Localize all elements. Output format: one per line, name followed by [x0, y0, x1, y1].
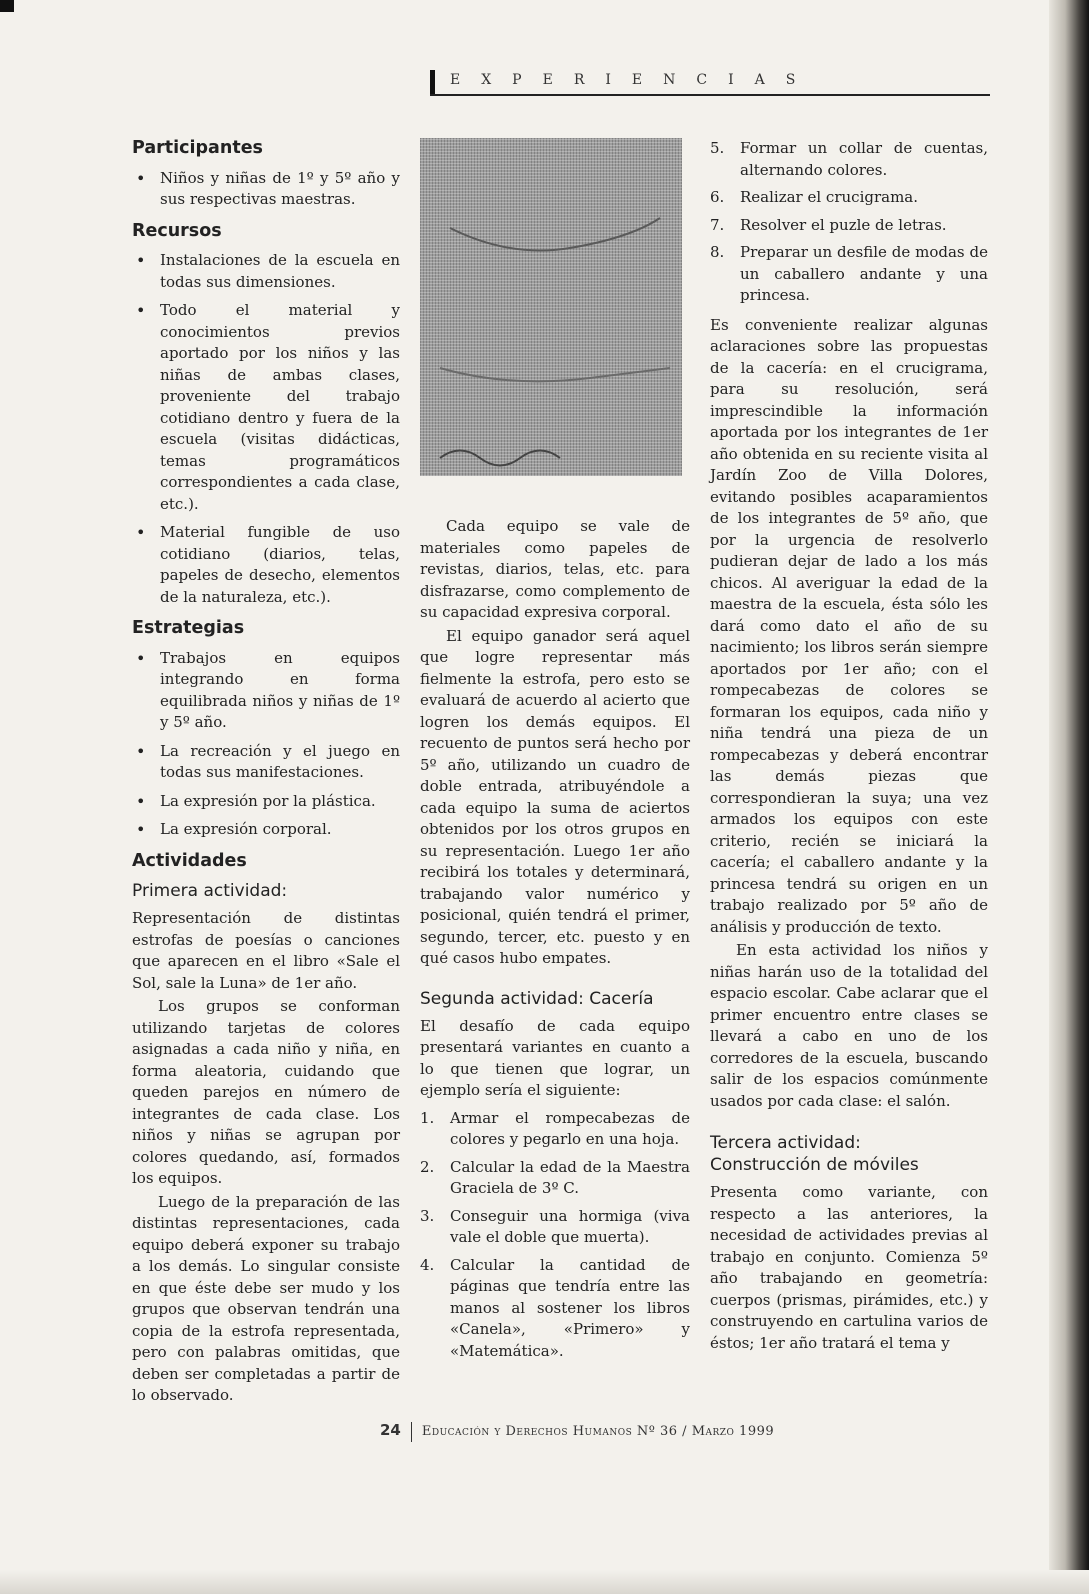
page-number: 24 [380, 1421, 401, 1439]
list-item: 7. Resolver el puzle de letras. [710, 215, 947, 234]
paragraph: El desafío de cada equipo presentará variantes en cuanto a lo que tienen que lograr, un ejemplo sería el siguiente: [420, 1016, 690, 1099]
paragraph: El equipo ganador será aquel que logre representar más fielmente la estrofa, pero esto se evaluará de acuerdo al acierto que logren los demás equipos. El recuento de puntos será hecho por 5º año, utilizando un cuadro de doble entrada, atribuyéndole a cada equipo la suma de aciertos obtenidos por los otros grupos en su representación. Luego 1er año recibirá los totales y determinará, trabajando valor numérico y posicional, quién tendrá el primer, segundo, tercer, etc. puesto y en qué casos hubo empates. [420, 626, 690, 967]
list-item: • Instalaciones de la escuela en todas sus dimensiones. [132, 250, 400, 293]
list-estrategias [132, 648, 400, 841]
column-1 [132, 138, 400, 1409]
paragraph: Los grupos se conforman utilizando tarjetas de colores asignadas a cada niño y niña, en forma aleatoria, cuidando que queden parejos en número de integrantes de cada clase. Los niños y niñas se agrupan por colores quedando, así, formados los equipos. [132, 997, 400, 1187]
paragraph: Luego de la preparación de las distintas representaciones, cada equipo deberá exponer su trabajo a los demás. Lo singular consiste en que éste debe ser mudo y los grupos que observan tendrán una copia de la estrofa representada, pero con palabras omitidas, que deben ser completadas a partir de lo observado. [132, 1192, 400, 1404]
column-2 [420, 138, 690, 1370]
list-item: 1. Armar el rompecabezas de colores y pegarlo en una hoja. [420, 1108, 690, 1148]
photo-illustration [420, 138, 682, 476]
list-item: 4. Calcular la cantidad de páginas que tendría entre las manos al sostener los libros «Canela», «Primero» y «Matemática». [420, 1255, 690, 1360]
list-item: • Todo el material y conocimientos previos aportado por los niños y las niñas de ambas clases, proveniente del trabajo cotidiano dentro y fuera de la escuela (visitas didácticas, temas programáticos correspondientes a cada clase, etc.). [132, 300, 400, 515]
paragraph: Presenta como variante, con respecto a las anteriores, la necesidad de actividades previas al trabajo en conjunto. Comienza 5º año trabajando en geometría: cuerpos (prismas, pirámides, etc.) y construyendo en cartulina varios de éstos; 1er año tratará el tema y [710, 1183, 988, 1352]
heading-participantes: Participantes [132, 138, 263, 158]
scan-mark [0, 0, 14, 12]
paragraph: Cada equipo se vale de materiales como papeles de revistas, diarios, telas, etc. para disfrazarse, como complemento de su capacidad expresiva corporal. [420, 517, 690, 621]
heading-recursos: Recursos [132, 220, 222, 241]
list-cazeria-5-8 [710, 138, 988, 307]
list-recursos [132, 250, 400, 608]
list-item: 2. Calcular la edad de la Maestra Graciela de 3º C. [420, 1157, 690, 1197]
subheading-primera-actividad: Primera actividad: [132, 881, 288, 901]
header-rule [430, 94, 990, 96]
list-item: • Trabajos en equipos integrando en forma equilibrada niños y niñas de 1º y 5º año. [132, 648, 400, 734]
list-item: 8. Preparar un desfile de modas de un caballero andante y una princesa. [710, 243, 988, 304]
section-header: EXPERIENCIAS [450, 72, 817, 88]
paragraph: Es conveniente realizar algunas aclaraciones sobre las propuestas de la cacería: en el crucigrama, para su resolución, será imprescindible la información aportada por los integrantes de 1er año obtenida en su reciente visita al Jardín Zoo de Villa Dolores, evitando posibles acaparamientos de los integrantes de 5º año, que por la urgencia de resolverlo pudieran dejar de lado a los más chicos. Al averiguar la edad de la maestra de la escuela, ésta sólo les dará como dato el año de su nacimiento; los libros serán siempre aportados por 1er año; con el rompecabezas de colores se formaran los equipos, cada niño y niña tendrá una pieza de un rompecabezas y deberá encontrar las demás piezas que correspondieran la suya; una vez armados los equipos con este criterio, recién se iniciará la cacería; el caballero andante y la princesa tendrá su origen en un trabajo realizado por 5º año de análisis y producción de texto. [710, 315, 988, 936]
paragraph: En esta actividad los niños y niñas harán uso de la totalidad del espacio escolar. Cabe aclarar que el primer encuentro entre clases se llevará a cabo en uno de los corredores de la escuela, buscando salir de los espacios comúnmente usados por cada clase: el salón. [710, 941, 988, 1110]
column-3 [710, 138, 988, 1356]
list-item: 3. Conseguir una hormiga (viva vale el doble que muerta). [420, 1206, 690, 1246]
list-item: • La recreación y el juego en todas sus manifestaciones. [132, 741, 400, 784]
list-item: • La expresión corporal. [132, 819, 400, 841]
heading-actividades: Actividades [132, 850, 247, 871]
paragraph: Representación de distintas estrofas de poesías o canciones que aparecen en el libro «Sale el Sol, sale la Luna» de 1er año. [132, 909, 400, 992]
footer-separator [411, 1422, 412, 1442]
list-item: 6. Realizar el crucigrama. [710, 188, 919, 206]
list-item: • La expresión por la plástica. [132, 791, 400, 813]
page-edge-shadow [1049, 0, 1089, 1594]
publication-info: Educación y Derechos Humanos Nº 36 / Marzo 1999 [421, 1424, 775, 1439]
heading-estrategias: Estrategias [132, 618, 245, 638]
heading-tercera-actividad: Tercera actividad: Construcción de móviles [710, 1133, 919, 1175]
list-cazeria-1-4 [420, 1108, 690, 1363]
list-item: 5. Formar un collar de cuentas, alternando colores. [710, 139, 988, 179]
list-item: • Niños y niñas de 1º y 5º año y sus respectivas maestras. [132, 168, 400, 211]
page-bottom-edge [0, 1570, 1089, 1594]
heading-segunda-actividad: Segunda actividad: Cacería [420, 988, 654, 1009]
page-footer [380, 1421, 774, 1442]
header-bar [430, 70, 435, 94]
scanned-photo [420, 138, 682, 476]
list-item: • Material fungible de uso cotidiano (diarios, telas, papeles de desecho, elementos de la naturaleza, etc.). [132, 522, 400, 608]
list-participantes [132, 168, 400, 211]
